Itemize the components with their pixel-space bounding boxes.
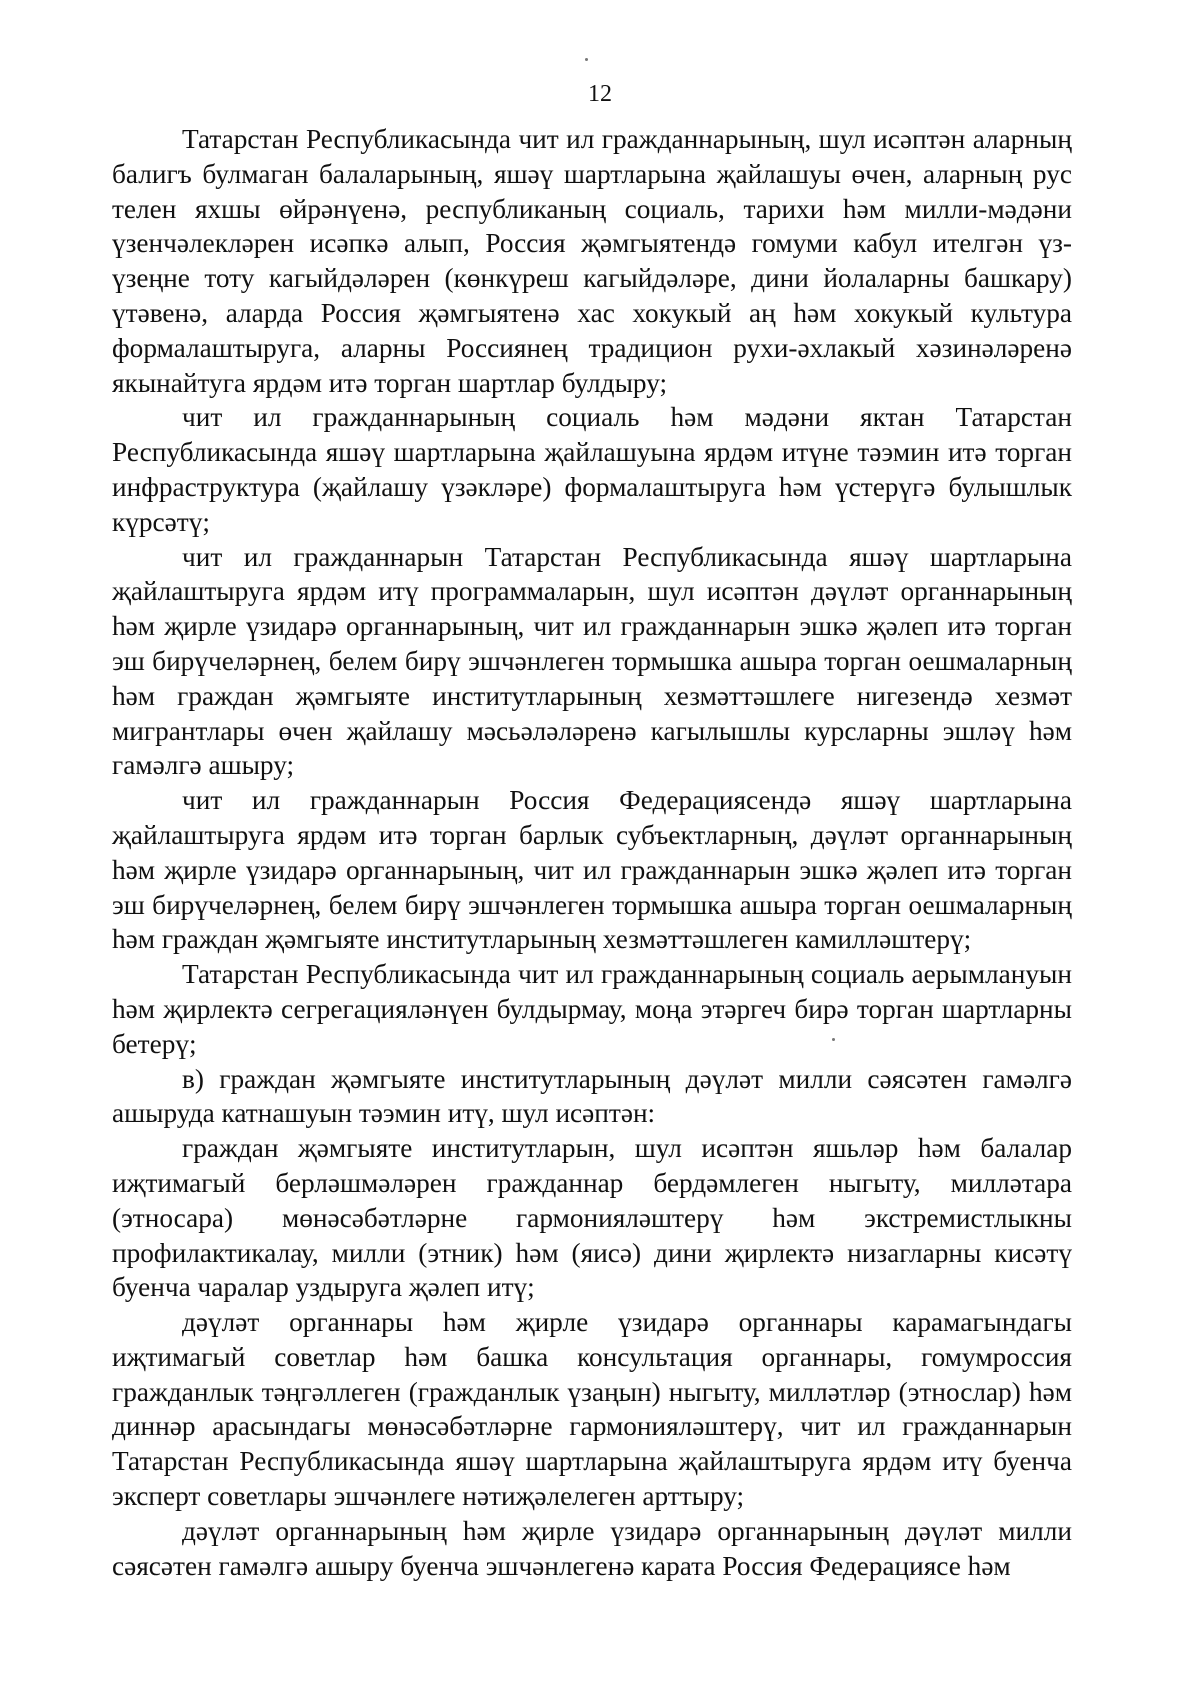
paragraph: Татарстан Республикасында чит ил гражданнарының, шул исәптән аларның балигъ булмаган балаларының, яшәү шартларына җайлашуы өчен, аларның рус телен яхшы өйрәнүенә, республиканың социаль, тарихи һәм милли-мәдәни үзенчәлекләрен исәпкә алып, Россия җәмгыятендә гомуми кабул ителгән үз-үзеңне тоту кагыйдәләрен (көнкүреш кагыйдәләре, дини йолаларны башкару) үтәвенә, аларда Россия җәмгыятенә хас хокукый аң һәм хокукый культура формалаштыруга, аларны Россиянең традицион рухи-әхлакый хәзинәләренә якынайтуга ярдәм итә торган шартлар булдыру; (112, 124, 1072, 398)
page-number: 12 (588, 81, 612, 107)
paragraph: Татарстан Республикасында чит ил гражданнарының социаль аерымлануын һәм җирлектә сегрегацияләнүен булдырмау, моңа этәргеч бирә торган шартларны бетерү; (112, 959, 1072, 1059)
scan-speck (585, 58, 588, 61)
document-body (112, 122, 1072, 1583)
paragraph: чит ил гражданнарын Россия Федерациясендә яшәү шартларына җайлаштыруга ярдәм итә торган барлык субъектларның, дәүләт органнарының һәм җирле үзидарә органнарының, чит ил гражданнарын эшкә җәлеп итә торган эш бирүчеләрнең, белем бирү эшчәнлеген тормышка ашыра торган оешмаларның һәм граждан җәмгыяте институтларының хезмәттәшлеген камилләштерү; (112, 785, 1072, 955)
paragraph: в) граждан җәмгыяте институтларының дәүләт милли сәясәтен гамәлгә ашыруда катнашуын тәэмин итү, шул исәптән: (112, 1063, 1072, 1129)
paragraph: чит ил гражданнарын Татарстан Республикасында яшәү шартларына җайлаштыруга ярдәм итү программаларын, шул исәптән дәүләт органнарының һәм җирле үзидарә органнарының, чит ил гражданнарын эшкә җәлеп итә торган эш бирүчеләрнең, белем бирү эшчәнлеген тормышка ашыра торган оешмаларның һәм граждан җәмгыяте институтларының хезмәттәшлеге нигезендә хезмәт мигрантлары өчен җайлашу мәсьәләләренә кагылышлы курсларны эшләү һәм гамәлгә ашыру; (112, 541, 1072, 781)
paragraph: дәүләт органнарының һәм җирле үзидарә органнарының дәүләт милли сәясәтен гамәлгә ашыру буенча эшчәнлегенә карата Россия Федерациясе һәм (112, 1515, 1072, 1581)
paragraph: чит ил гражданнарының социаль һәм мәдәни яктан Татарстан Республикасында яшәү шартларына җайлашуына ярдәм итүне тәэмин итә торган инфраструктура (җайлашу үзәкләре) формалаштыруга һәм үстерүгә булышлык күрсәтү; (112, 402, 1072, 537)
scan-speck (832, 1038, 835, 1041)
paragraph: дәүләт органнары һәм җирле үзидарә органнары карамагындагы иҗтимагый советлар һәм башка консультация органнары, гомумроссия гражданлык тәңгәллеген (гражданлык үзаңын) ныгыту, милләтләр (этнослар) һәм диннәр арасындагы мөнәсәбәтләрне гармонияләштерү, чит ил гражданнарын Татарстан Республикасында яшәү шартларына җайлаштыруга ярдәм итү буенча эксперт советлары эшчәнлеге нәтиҗәлелеген арттыру; (112, 1307, 1072, 1512)
paragraph: граждан җәмгыяте институтларын, шул исәптән яшьләр һәм балалар иҗтимагый берләшмәләрен гражданнар бердәмлеген ныгыту, милләтара (этносара) мөнәсәбәтләрне гармонияләштерү һәм экстремистлыкны профилактикалау, милли (этник) һәм (яисә) дини җирлектә низагларны кисәтү буенча чаралар уздыруга җәлеп итү; (112, 1133, 1072, 1303)
